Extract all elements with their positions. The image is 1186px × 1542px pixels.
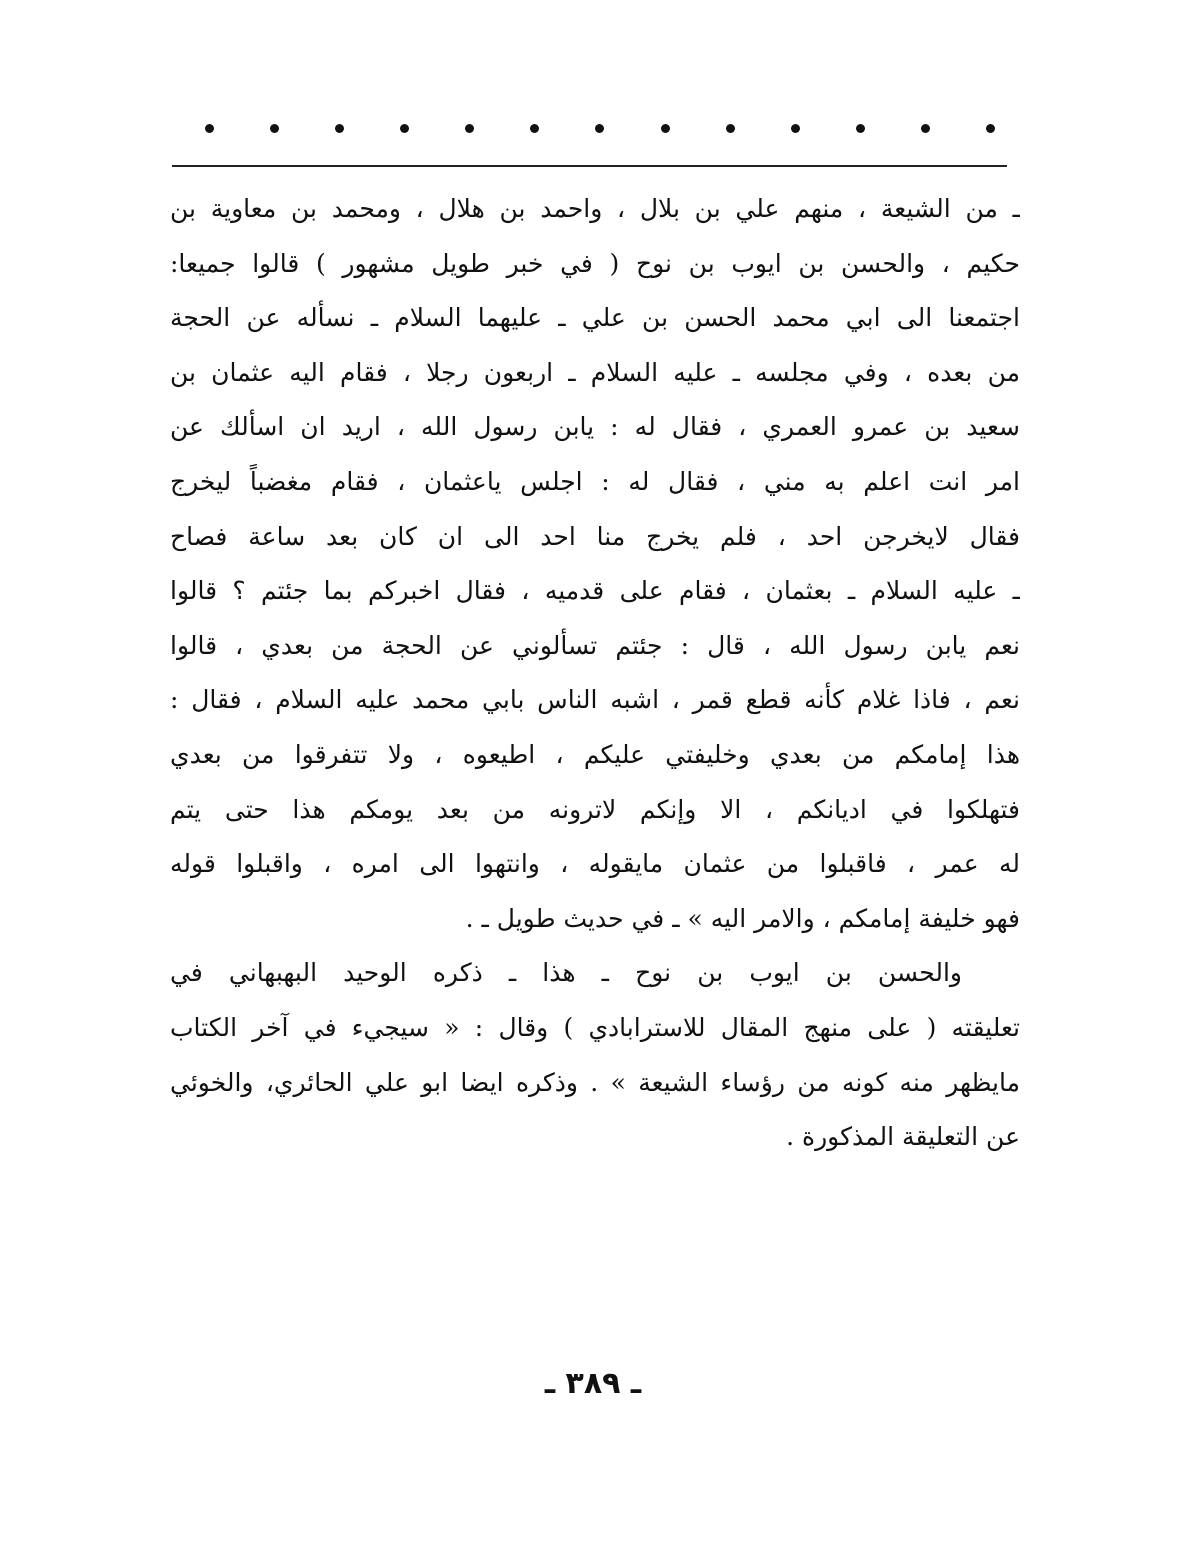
text-line: مايظهر منه كونه من رؤساء الشيعة » . وذكره ايضا ابو علي الحائري، والخوئي [170,1067,1020,1097]
dot-ornament [986,124,995,133]
text-line: ـ من الشيعة ، منهم علي بن بلال ، واحمد بن هلال ، ومحمد بن معاوية بن [170,194,1020,223]
text-line: فقال لايخرجن احد ، فلم يخرج منا احد الى ان كان بعد ساعة فصاح [170,521,1020,551]
dot-ornament [726,124,735,133]
text-line: فتهلكوا في اديانكم ، الا وإنكم لاترونه من بعد يومكم هذا حتى يتم [170,794,1020,824]
text-line: فهو خليفة إمامكم ، والامر اليه » ـ في حديث طويل ـ . [465,903,1020,933]
dot-ornament [856,124,865,133]
dot-ornament [595,124,604,133]
dot-ornament [921,124,930,133]
page-number: ـ ٣٨٩ ـ [544,1366,642,1401]
text-line: والحسن بن ايوب بن نوح ـ هذا ـ ذكره الوحيد البهبهاني في [170,958,963,988]
text-line: امر انت اعلم به مني ، فقال له : اجلس ياعثمان ، فقام مغضباً ليخرج [170,466,1020,496]
text-line: تعليقته ( على منهج المقال للاسترابادي ) وقال : « سيجيء في آخر الكتاب [170,1012,1020,1042]
paragraph-1 [170,182,1020,946]
dot-ornament [205,124,214,133]
dot-ornament [335,124,344,133]
text-line: نعم ، فاذا غلام كأنه قطع قمر ، اشبه الناس بابي محمد عليه السلام ، فقال : [170,685,1020,715]
header-rule [172,165,1007,167]
dot-ornament [400,124,409,133]
dot-ornament [530,124,539,133]
text-line: عن التعليقة المذكورة . [786,1122,1020,1152]
dot-ornament [270,124,279,133]
text-line: من بعده ، وفي مجلسه ـ عليه السلام ـ اربعون رجلا ، فقام اليه عثمان بن [170,357,1020,387]
decorative-dot-row [205,118,995,138]
dot-ornament [791,124,800,133]
text-line: اجتمعنا الى ابي محمد الحسن بن علي ـ عليهما السلام ـ نسأله عن الحجة [170,303,1020,333]
dot-ornament [465,124,474,133]
text-line: نعم يابن رسول الله ، قال : جئتم تسألوني عن الحجة من بعدي ، قالوا [170,630,1020,660]
text-line: سعيد بن عمرو العمري ، فقال له : يابن رسول الله ، اريد ان اسألك عن [170,412,1020,442]
body-text [170,182,1020,1165]
dot-ornament [661,124,670,133]
paragraph-2 [170,946,1020,1164]
text-line: ـ عليه السلام ـ بعثمان ، فقام على قدميه ، فقال اخبركم بما جئتم ؟ قالوا [170,576,1020,606]
text-line: له عمر ، فاقبلوا من عثمان مايقوله ، وانتهوا الى امره ، واقبلوا قوله [170,849,1020,879]
text-line: هذا إمامكم من بعدي وخليفتي عليكم ، اطيعوه ، ولا تتفرقوا من بعدي [170,739,1020,769]
text-line: حكيم ، والحسن بن ايوب بن نوح ( في خبر طويل مشهور ) قالوا جميعا: [170,248,1020,278]
